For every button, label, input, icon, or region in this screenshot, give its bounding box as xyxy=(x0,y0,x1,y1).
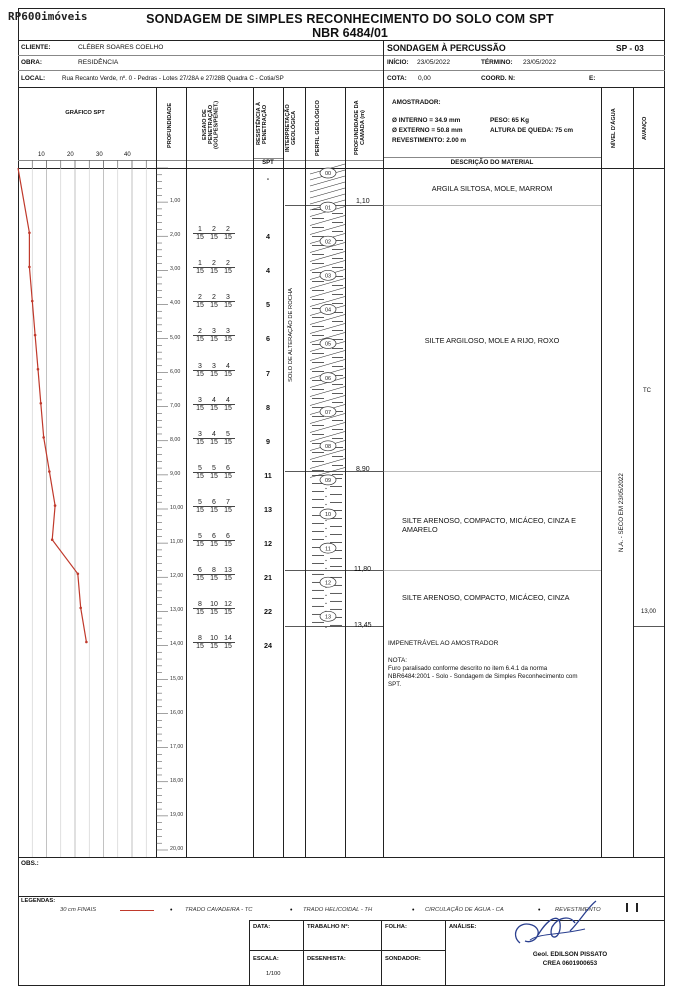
blow-penetration: 15 xyxy=(196,268,204,276)
spt-point xyxy=(48,470,51,473)
spt-value-13: 24 xyxy=(264,641,272,651)
graph-tick-40: 40 xyxy=(124,152,131,158)
blow-penetration: 15 xyxy=(196,438,204,446)
profundidade-header: PROFUNDIDADE xyxy=(167,102,173,148)
obra-label: OBRA: xyxy=(21,59,42,66)
perfil-silt-diag xyxy=(310,387,345,397)
layer-4-desc: SILTE ARENOSO, COMPACTO, MICÁCEO, CINZA xyxy=(402,593,570,602)
perfil-sand-dot xyxy=(325,568,326,569)
spt-point xyxy=(54,504,57,507)
blow-penetration: 15 xyxy=(196,336,204,344)
legend-ca: CIRCULAÇÃO DE ÁGUA - CA xyxy=(425,907,504,913)
blow-penetration: 15 xyxy=(224,438,232,446)
spt-point xyxy=(34,334,37,337)
depth-label: 15,00 xyxy=(170,675,184,682)
depth-label: 7,00 xyxy=(170,402,181,409)
depth-label: 18,00 xyxy=(170,777,184,784)
spt-value-02: 4 xyxy=(266,266,270,276)
blow-count: 3 xyxy=(193,431,207,439)
blow-penetration: 15 xyxy=(224,302,232,310)
cota-label: COTA: xyxy=(387,75,407,82)
perfil-hatch xyxy=(310,188,345,198)
blow-penetration: 15 xyxy=(224,643,232,651)
depth-label: 11,00 xyxy=(170,539,183,546)
amostrador-peso: PESO: 65 Kg xyxy=(490,117,530,124)
graph-tick-10: 10 xyxy=(38,152,45,158)
layer-2-desc: SILTE ARGILOSO, MOLE A RIJO, ROXO xyxy=(424,336,560,345)
blow-penetration: 15 xyxy=(210,541,218,548)
blow-penetration: 15 xyxy=(224,268,232,276)
sample-id-02: 02 xyxy=(324,239,332,246)
blow-count: 2 xyxy=(193,294,207,302)
blow-penetration: 15 xyxy=(210,575,218,583)
spt-point xyxy=(40,402,43,405)
amostrador-revestimento: REVESTIMENTO: 2.00 m xyxy=(392,137,467,144)
interpretacao-header: INTERPRETAÇÃO GEOLÓGICA xyxy=(285,104,297,152)
spt-point xyxy=(85,641,88,644)
blow-penetration: 15 xyxy=(210,506,218,514)
blow-counts-05 xyxy=(193,363,235,378)
legend-dot-1: • xyxy=(170,907,173,914)
depth-label: 3,00 xyxy=(170,266,181,273)
blow-penetration: 15 xyxy=(224,472,232,480)
blow-penetration: 15 xyxy=(196,643,204,651)
blow-count: 14 xyxy=(221,635,235,643)
report-title: SONDAGEM DE SIMPLES RECONHECIMENTO DO SOLO COM SPT xyxy=(146,12,554,26)
sample-id-12: 12 xyxy=(324,580,332,587)
blow-penetration: 15 xyxy=(196,302,204,310)
blow-count: 4 xyxy=(221,363,235,371)
footer-v2 xyxy=(303,920,304,986)
descricao-header: DESCRIÇÃO DO MATERIAL xyxy=(450,159,534,166)
amostrador-title: AMOSTRADOR: xyxy=(392,99,441,106)
perfil-silt-diag xyxy=(310,396,345,406)
blow-penetration: 15 xyxy=(210,643,218,651)
legend-final: 30 cm FINAIS xyxy=(60,907,97,913)
blow-count: 3 xyxy=(193,397,207,405)
footer-escala-value: 1/100 xyxy=(266,971,281,977)
inicio-label: INÍCIO: xyxy=(387,59,409,66)
sample-id-13: 13 xyxy=(324,614,332,621)
legend-rev: REVESTIMENTO xyxy=(555,907,601,913)
resistencia-header: RESISTÊNCIA À PENETRAÇÃO xyxy=(256,102,268,146)
legend-dot-2: • xyxy=(290,907,293,914)
blow-count: 13 xyxy=(221,567,235,575)
spt-value-00: - xyxy=(266,174,270,183)
depth-label: 16,00 xyxy=(170,709,184,716)
blow-count: 2 xyxy=(193,328,207,336)
footer-analise-label: ANÁLISE: xyxy=(449,924,477,930)
avanco-end: 13,00 xyxy=(641,609,657,615)
depth-label: 6,00 xyxy=(170,368,181,375)
spt-value-10: 12 xyxy=(264,539,272,548)
interpretation-label: SOLO DE ALTERAÇÃO DE ROCHA xyxy=(288,288,294,382)
blow-count: 4 xyxy=(207,397,221,405)
perfil-sand-dot xyxy=(325,528,326,529)
depth-label: 8,00 xyxy=(170,436,181,443)
blow-count: 6 xyxy=(221,533,235,541)
profundidade-camada-header: PROFUNDIDADE DA CAMADA (m) xyxy=(354,100,366,156)
blow-counts-01 xyxy=(193,226,235,241)
perfil-silt-diag xyxy=(310,324,345,334)
blow-counts-04 xyxy=(193,328,235,343)
signature xyxy=(500,895,610,955)
footer-escala-label: ESCALA: xyxy=(253,956,279,962)
perfil-silt-diag xyxy=(310,225,345,235)
perfil-sand-dot xyxy=(325,520,326,521)
perfil-silt-diag xyxy=(310,432,345,442)
layer-1-desc: ARGILA SILTOSA, MOLE, MARROM xyxy=(431,184,553,193)
spt-point xyxy=(79,607,82,610)
perfil-sand-dot xyxy=(325,488,326,489)
avanco-tc: TC xyxy=(643,388,651,394)
sample-id-04: 04 xyxy=(324,307,332,314)
amostrador-altura: ALTURA DE QUEDA: 75 cm xyxy=(490,127,574,134)
footer-sondador-label: SONDADOR: xyxy=(385,956,421,962)
sample-id-09: 09 xyxy=(324,478,332,485)
blow-count: 8 xyxy=(193,601,207,609)
ensaio-header: ENSAIO DE PENETRAÇÃO (GOLPES/PENET.) xyxy=(202,100,220,149)
blow-counts-10 xyxy=(193,533,235,548)
blow-count: 6 xyxy=(193,567,207,575)
spt-point xyxy=(37,368,40,371)
blow-counts-08 xyxy=(193,465,235,480)
spt-curve xyxy=(18,168,86,642)
perfil-sand-dot xyxy=(325,595,326,596)
blow-penetration: 15 xyxy=(224,234,232,242)
perfil-silt-diag xyxy=(310,423,345,433)
footer-desenhista-label: DESENHISTA: xyxy=(307,956,346,962)
graph-tick-20: 20 xyxy=(67,152,74,158)
sample-id-07: 07 xyxy=(324,409,332,416)
spt-value-08: 11 xyxy=(264,470,272,480)
blow-penetration: 15 xyxy=(210,234,218,242)
perfil-sand-dot xyxy=(325,536,326,537)
blow-count: 5 xyxy=(193,465,207,473)
nota-text: Furo paralisado conforme descrito no item 6.4.1 da norma NBR6484:2001 - Solo - Sondagem de Simples Reconhecimento com SPT. xyxy=(388,665,578,688)
blow-count: 2 xyxy=(221,226,235,234)
perfil-sand-dot xyxy=(325,496,326,497)
local-label: LOCAL: xyxy=(21,75,46,82)
footer-trabalho-label: TRABALHO Nº: xyxy=(307,924,350,930)
blow-counts-03 xyxy=(193,294,235,309)
method-title: SONDAGEM À PERCUSSÃO xyxy=(387,43,506,53)
perfil-sand-dot xyxy=(325,504,326,505)
legend-dot-4: • xyxy=(538,907,541,914)
cliente-value: CLÉBER SOARES COELHO xyxy=(78,44,164,51)
legend-th: TRADO HELICOIDAL - TH xyxy=(303,907,373,913)
blow-count: 7 xyxy=(221,499,235,507)
nota-title: NOTA: xyxy=(388,657,408,664)
perfil-hatch xyxy=(310,182,345,192)
blow-count: 3 xyxy=(193,363,207,371)
blow-penetration: 15 xyxy=(224,575,232,583)
coord-n-label: COORD. N: xyxy=(481,75,516,82)
blow-count: 5 xyxy=(193,533,207,541)
watermark: RP600imóveis xyxy=(8,10,88,23)
blow-count: 3 xyxy=(207,363,221,371)
perfil-silt-diag xyxy=(310,252,345,262)
footer-data-label: DATA: xyxy=(253,924,271,930)
coord-e-label: E: xyxy=(589,75,596,82)
obra-value: RESIDÊNCIA xyxy=(78,59,119,66)
spt-value-04: 6 xyxy=(266,334,270,344)
layer-3-depth: 11,80 xyxy=(354,566,371,573)
spt-value-06: 8 xyxy=(266,402,270,412)
cota-value: 0,00 xyxy=(418,75,431,82)
blow-count: 6 xyxy=(207,499,221,507)
blow-penetration: 15 xyxy=(224,370,232,378)
blow-count: 6 xyxy=(221,465,235,473)
sample-id-00: 00 xyxy=(324,171,332,178)
blow-penetration: 15 xyxy=(196,472,204,480)
cliente-label: CLIENTE: xyxy=(21,44,51,51)
blow-penetration: 15 xyxy=(210,472,218,480)
blow-count: 3 xyxy=(221,294,235,302)
amostrador-externo: Ø EXTERNO = 50.8 mm xyxy=(392,127,463,134)
footer-v3 xyxy=(381,920,382,986)
blow-penetration: 15 xyxy=(210,404,218,412)
blow-penetration: 15 xyxy=(196,404,204,412)
blow-count: 2 xyxy=(221,260,235,268)
footer-mid-line xyxy=(249,950,445,951)
depth-label: 20,00 xyxy=(170,846,184,852)
blow-count: 5 xyxy=(193,499,207,507)
blow-penetration: 15 xyxy=(196,234,204,242)
blow-count: 2 xyxy=(207,226,221,234)
footer-v4 xyxy=(445,920,446,986)
depth-label: 13,00 xyxy=(170,607,184,614)
sample-id-11: 11 xyxy=(325,546,331,553)
blow-penetration: 15 xyxy=(196,609,204,617)
depth-label: 17,00 xyxy=(170,743,184,750)
perfil-sand-dot xyxy=(325,627,326,628)
blow-penetration: 15 xyxy=(210,336,218,344)
blow-count: 2 xyxy=(207,260,221,268)
impenetravel-note: IMPENETRÁVEL AO AMOSTRADOR xyxy=(388,640,499,647)
blow-count: 5 xyxy=(207,465,221,473)
engineer-name: Geol. EDILSON PISSATO xyxy=(532,951,608,958)
layer-1-depth: 1,10 xyxy=(356,198,370,205)
layer-2-depth: 8,90 xyxy=(356,466,370,473)
blow-count: 10 xyxy=(207,635,221,643)
sounding-code: SP - 03 xyxy=(616,43,644,53)
perfil-silt-diag xyxy=(310,351,345,361)
termino-label: TÉRMINO: xyxy=(481,59,513,66)
spt-point xyxy=(28,266,31,269)
spt-point xyxy=(51,538,54,541)
blow-penetration: 15 xyxy=(196,370,204,378)
grafico-header: GRÁFICO SPT xyxy=(65,110,105,116)
blow-counts-07 xyxy=(193,431,235,446)
depth-label: 4,00 xyxy=(170,300,181,307)
blow-counts-09 xyxy=(193,499,235,514)
local-value: Rua Recanto Verde, nº. 0 - Pedras - Lotes 27/28A e 27/28B Quadra C - Cotia/SP xyxy=(62,75,284,82)
spt-value-12: 22 xyxy=(264,607,272,617)
spt-point xyxy=(28,231,31,234)
blow-penetration: 15 xyxy=(210,438,218,446)
sample-id-06: 06 xyxy=(324,375,332,382)
amostrador-interno: Ø INTERNO = 34.9 mm xyxy=(392,117,461,124)
depth-label: 14,00 xyxy=(170,641,184,648)
spt-point xyxy=(31,300,34,303)
engineer-crea: CREA 0601900653 xyxy=(542,960,598,967)
blow-penetration: 15 xyxy=(224,404,232,412)
blow-count: 5 xyxy=(221,431,235,439)
spt-value-09: 13 xyxy=(264,504,272,514)
spt-point xyxy=(77,572,80,575)
blow-penetration: 15 xyxy=(210,268,218,276)
sample-id-03: 03 xyxy=(324,273,332,280)
legend-red-line xyxy=(120,910,154,911)
depth-label: 12,00 xyxy=(170,573,184,580)
blow-count: 4 xyxy=(207,431,221,439)
obs-top-line xyxy=(18,857,665,858)
perfil-silt-diag xyxy=(310,216,345,226)
legend-label: LEGENDAS: xyxy=(21,898,56,904)
footer-folha-label: FOLHA: xyxy=(385,924,407,930)
depth-label: 2,00 xyxy=(170,232,181,239)
blow-count: 6 xyxy=(207,533,221,541)
blow-count: 4 xyxy=(221,397,235,405)
depth-label: 10,00 xyxy=(170,505,184,511)
perfil-silt-diag xyxy=(310,261,345,271)
blow-count: 2 xyxy=(207,294,221,302)
spt-value-07: 9 xyxy=(266,436,270,446)
blow-count: 8 xyxy=(193,635,207,643)
depth-label: 9,00 xyxy=(170,470,181,477)
sample-id-01: 01 xyxy=(324,205,332,212)
graph-tick-30: 30 xyxy=(96,152,103,158)
sample-id-08: 08 xyxy=(324,444,332,450)
depth-label: 1,00 xyxy=(170,198,181,205)
blow-penetration: 15 xyxy=(196,541,204,548)
inicio-value: 23/05/2022 xyxy=(417,59,451,66)
perfil-silt-diag xyxy=(310,315,345,325)
spt-header: SPT xyxy=(262,160,274,166)
legend-casing-mark-1 xyxy=(626,903,628,912)
blow-count: 3 xyxy=(221,328,235,336)
perfil-silt-diag xyxy=(310,459,345,469)
depth-label: 5,00 xyxy=(170,334,181,341)
spt-value-01: 4 xyxy=(266,232,270,242)
blow-count: 10 xyxy=(207,601,221,609)
blow-penetration: 15 xyxy=(210,370,218,378)
blow-penetration: 15 xyxy=(224,609,232,617)
sample-id-10: 10 xyxy=(324,512,332,519)
termino-value: 23/05/2022 xyxy=(523,59,557,66)
legend-tc: TRADO CAVADEIRA - TC xyxy=(185,907,253,913)
blow-count: 3 xyxy=(207,328,221,336)
obs-label: OBS.: xyxy=(21,860,39,867)
blow-counts-11 xyxy=(193,567,235,582)
spt-value-05: 7 xyxy=(266,368,270,378)
footer-v1 xyxy=(249,920,250,986)
legend-casing-mark-2 xyxy=(636,903,638,912)
blow-penetration: 15 xyxy=(224,506,232,514)
blow-count: 12 xyxy=(221,601,235,609)
nivel-agua-header: NÍVEL D'ÁGUA xyxy=(611,108,617,148)
blow-counts-06 xyxy=(193,397,235,412)
sample-id-05: 05 xyxy=(324,341,332,348)
blow-penetration: 15 xyxy=(196,575,204,583)
layer-3-desc: SILTE ARENOSO, COMPACTO, MICÁCEO, CINZA E AMARELO xyxy=(402,516,576,535)
perfil-silt-diag xyxy=(310,360,345,370)
legend-dot-3: • xyxy=(412,907,415,914)
blow-counts-12 xyxy=(193,601,235,616)
perfil-header: PERFIL GEOLÓGICO xyxy=(315,100,321,156)
perfil-sand-dot xyxy=(325,560,326,561)
perfil-sand-dot xyxy=(325,603,326,604)
blow-count: 8 xyxy=(207,567,221,575)
blow-count: 1 xyxy=(193,226,207,234)
report-standard: NBR 6484/01 xyxy=(312,26,388,40)
spt-point xyxy=(42,436,45,439)
depth-label: 19,00 xyxy=(170,811,184,818)
perfil-silt-diag xyxy=(310,288,345,298)
blow-count: 1 xyxy=(193,260,207,268)
avanco-header: AVANÇO xyxy=(642,116,648,140)
spt-value-03: 5 xyxy=(266,300,270,310)
blow-penetration: 15 xyxy=(224,336,232,344)
blow-penetration: 15 xyxy=(224,541,232,548)
blow-counts-13 xyxy=(193,635,235,650)
layer-4-depth: 13,45 xyxy=(354,622,372,629)
blow-penetration: 15 xyxy=(210,302,218,310)
blow-penetration: 15 xyxy=(196,506,204,514)
spt-value-11: 21 xyxy=(264,573,272,583)
blow-counts-02 xyxy=(193,260,235,275)
water-level-text: N.A. - SECO EM 23/05/2022 xyxy=(618,473,625,553)
blow-penetration: 15 xyxy=(210,609,218,617)
